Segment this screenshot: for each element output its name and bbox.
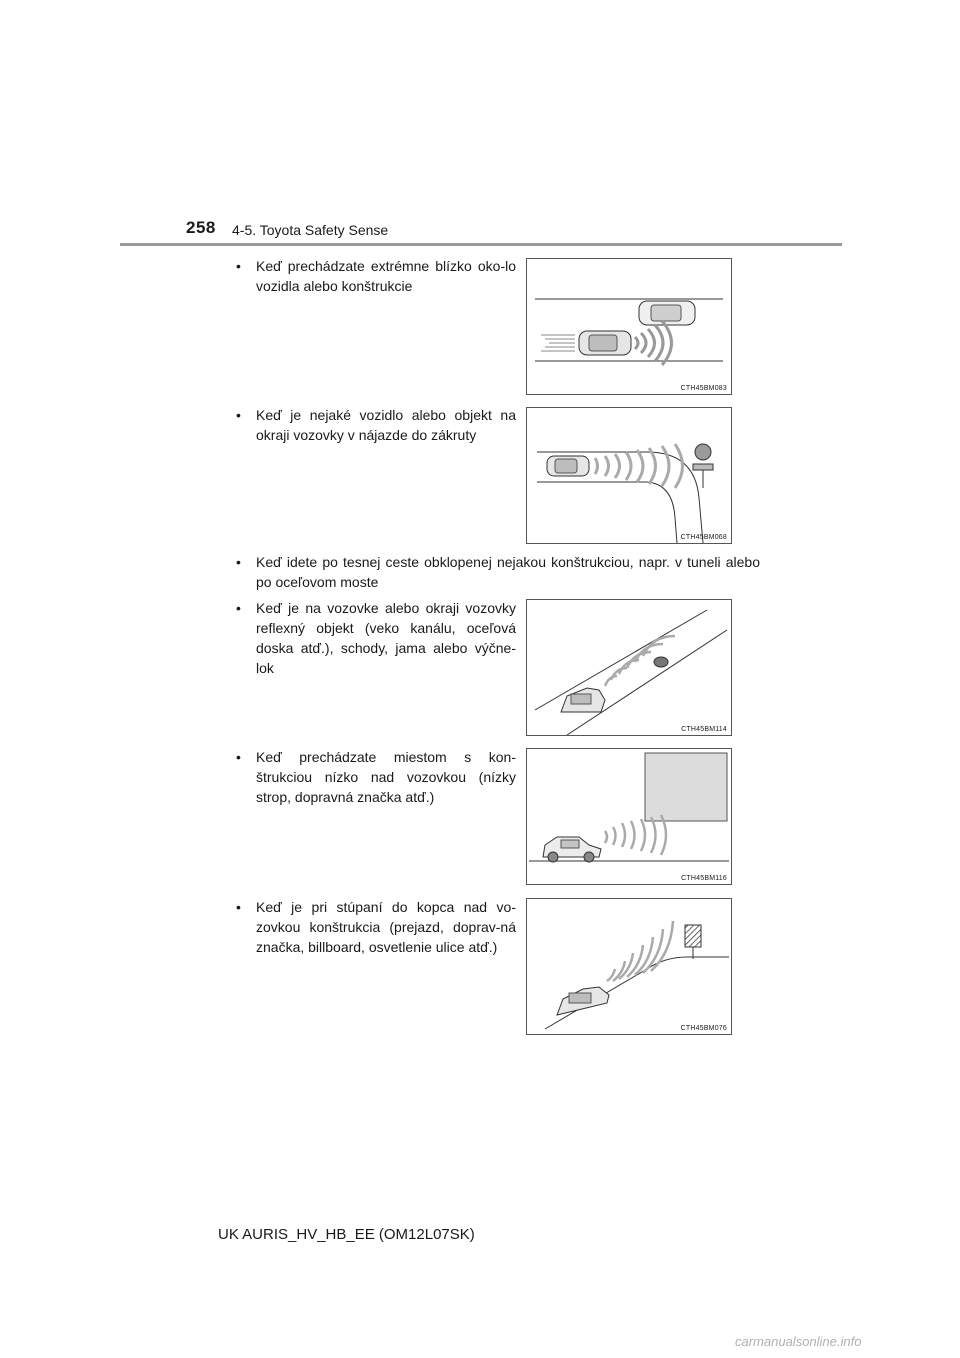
- figure-code: CTH45BM068: [680, 534, 727, 541]
- bullet: •: [236, 899, 241, 915]
- item-text: Keď je pri stúpaní do kopca nad vo-zovkou konštrukcia (prejazd, doprav-ná značka, billboard, osvetlenie ulice atď.): [256, 899, 516, 955]
- figure-car-passing-close: [526, 258, 732, 395]
- low-overhead-structure-illustration-icon: [527, 749, 731, 884]
- figure-curve-roadside-object: [526, 407, 732, 544]
- figure-code: CTH45BM076: [680, 1025, 727, 1032]
- list-item: [236, 256, 516, 296]
- footer-manual-id: UK AURIS_HV_HB_EE (OM12L07SK): [218, 1226, 475, 1243]
- list-item: [236, 897, 516, 957]
- item-text: Keď prechádzate miestom s kon-štrukciou nízko nad vozovkou (nízky strop, dopravná značka atď.): [256, 749, 516, 805]
- bullet: •: [236, 258, 241, 274]
- item-text: Keď je na vozovke alebo okraji vozovky reflexný objekt (veko kanálu, oceľová doska atď.), schody, jama alebo výčne-lok: [256, 600, 516, 676]
- item-text: Keď prechádzate extrémne blízko oko-lo vozidla alebo konštrukcie: [256, 258, 516, 294]
- item-text: Keď je nejaké vozidlo alebo objekt na okraji vozovky v nájazde do zákruty: [256, 407, 516, 443]
- figure-uphill-structure: [526, 898, 732, 1035]
- list-item: [236, 405, 516, 445]
- reflective-road-object-illustration-icon: [527, 600, 731, 735]
- bullet: •: [236, 749, 241, 765]
- page-number: 258: [186, 218, 216, 237]
- list-item: [236, 598, 516, 678]
- bullet: •: [236, 600, 241, 616]
- bullet: •: [236, 554, 241, 570]
- figure-low-overhead-structure: [526, 748, 732, 885]
- figure-reflective-object: [526, 599, 732, 736]
- figure-code: CTH45BM083: [680, 385, 727, 392]
- header-rule: [120, 243, 842, 246]
- uphill-structure-illustration-icon: [527, 899, 731, 1034]
- watermark: carmanualsonline.info: [735, 1334, 862, 1349]
- car-passing-close-illustration-icon: [527, 259, 731, 394]
- list-item: [236, 552, 760, 592]
- figure-code: CTH45BM116: [681, 875, 727, 882]
- section-title: 4-5. Toyota Safety Sense: [232, 222, 389, 238]
- figure-code: CTH45BM114: [681, 726, 727, 733]
- bullet: •: [236, 407, 241, 423]
- curve-roadside-object-illustration-icon: [527, 408, 731, 543]
- list-item: [236, 747, 516, 807]
- item-text: Keď idete po tesnej ceste obklopenej nejakou konštrukciou, napr. v tuneli alebo po oceľovom moste: [256, 554, 760, 590]
